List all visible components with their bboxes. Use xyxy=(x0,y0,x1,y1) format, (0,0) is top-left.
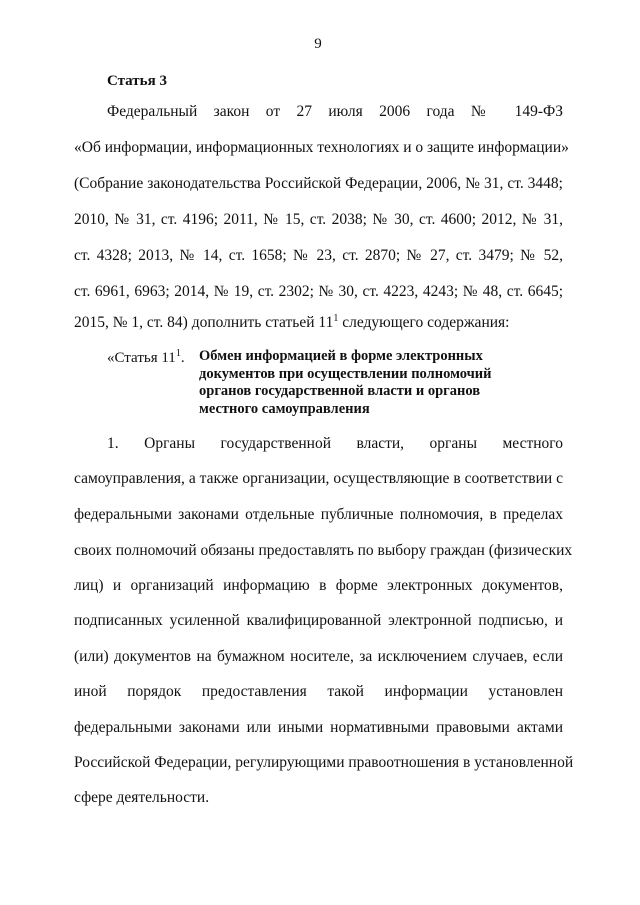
point-1-line-10: Российской Федерации, регулирующими правоотношения в установленной xyxy=(74,754,574,771)
article-3-line-1: Федеральный закон от 27 июля 2006 года № 149-ФЗ xyxy=(107,103,563,120)
article-3-line-7-start: 2015, № 1, ст. 84) дополнить статьей 11 xyxy=(74,314,334,331)
article-3-line-7 xyxy=(74,313,509,333)
page-number: 9 xyxy=(314,36,322,52)
point-1-line-7: (или) документов на бумажном носителе, за исключением случаев, если xyxy=(74,648,563,665)
point-1-line-4: своих полномочий обязаны предоставлять по выбору граждан (физических xyxy=(74,542,573,559)
article-11-1-label-prefix: «Статья 11 xyxy=(107,350,176,366)
point-1-line-6: подписанных усиленной квалифицированной электронной подписью, и xyxy=(74,612,563,629)
point-1-line-1: 1. Органы государственной власти, органы местного xyxy=(107,435,563,452)
article-3-line-7-superscript: 1 xyxy=(333,313,339,324)
article-3-title: Статья 3 xyxy=(107,73,167,89)
point-1-line-8: иной порядок предоставления такой информации установлен xyxy=(74,683,563,700)
point-1-line-3: федеральными законами отдельные публичные полномочия, в пределах xyxy=(74,506,563,523)
article-3-line-7-end: следующего содержания: xyxy=(338,314,510,331)
article-3-line-4: 2010, № 31, ст. 4196; 2011, № 15, ст. 2038; № 30, ст. 4600; 2012, № 31, xyxy=(74,211,563,228)
article-3-line-2: «Об информации, информационных технологиях и о защите информации» xyxy=(74,139,569,156)
point-1-line-11: сфере деятельности. xyxy=(74,789,210,806)
article-3-line-6: ст. 6961, 6963; 2014, № 19, ст. 2302; № 30, ст. 4223, 4243; № 48, ст. 6645; xyxy=(74,283,563,300)
article-11-1-label-suffix: . xyxy=(180,350,185,366)
article-11-1-heading: Обмен информацией в форме электронных документов при осуществлении полномочий органов государственной власти и органов местного самоуправления xyxy=(199,348,492,417)
point-1-line-5: лиц) и организаций информацию в форме электронных документов, xyxy=(74,577,563,594)
article-3-line-3: (Собрание законодательства Российской Федерации, 2006, № 31, ст. 3448; xyxy=(74,175,563,192)
point-1-line-9: федеральными законами или иными нормативными правовыми актами xyxy=(74,719,563,736)
article-11-1-label-superscript: 1 xyxy=(175,348,181,359)
article-3-line-5: ст. 4328; 2013, № 14, ст. 1658; № 23, ст. 2870; № 27, ст. 3479; № 52, xyxy=(74,247,563,264)
article-11-1-label xyxy=(107,348,185,368)
point-1-line-2: самоуправления, а также организации, осуществляющие в соответствии с xyxy=(74,470,563,487)
